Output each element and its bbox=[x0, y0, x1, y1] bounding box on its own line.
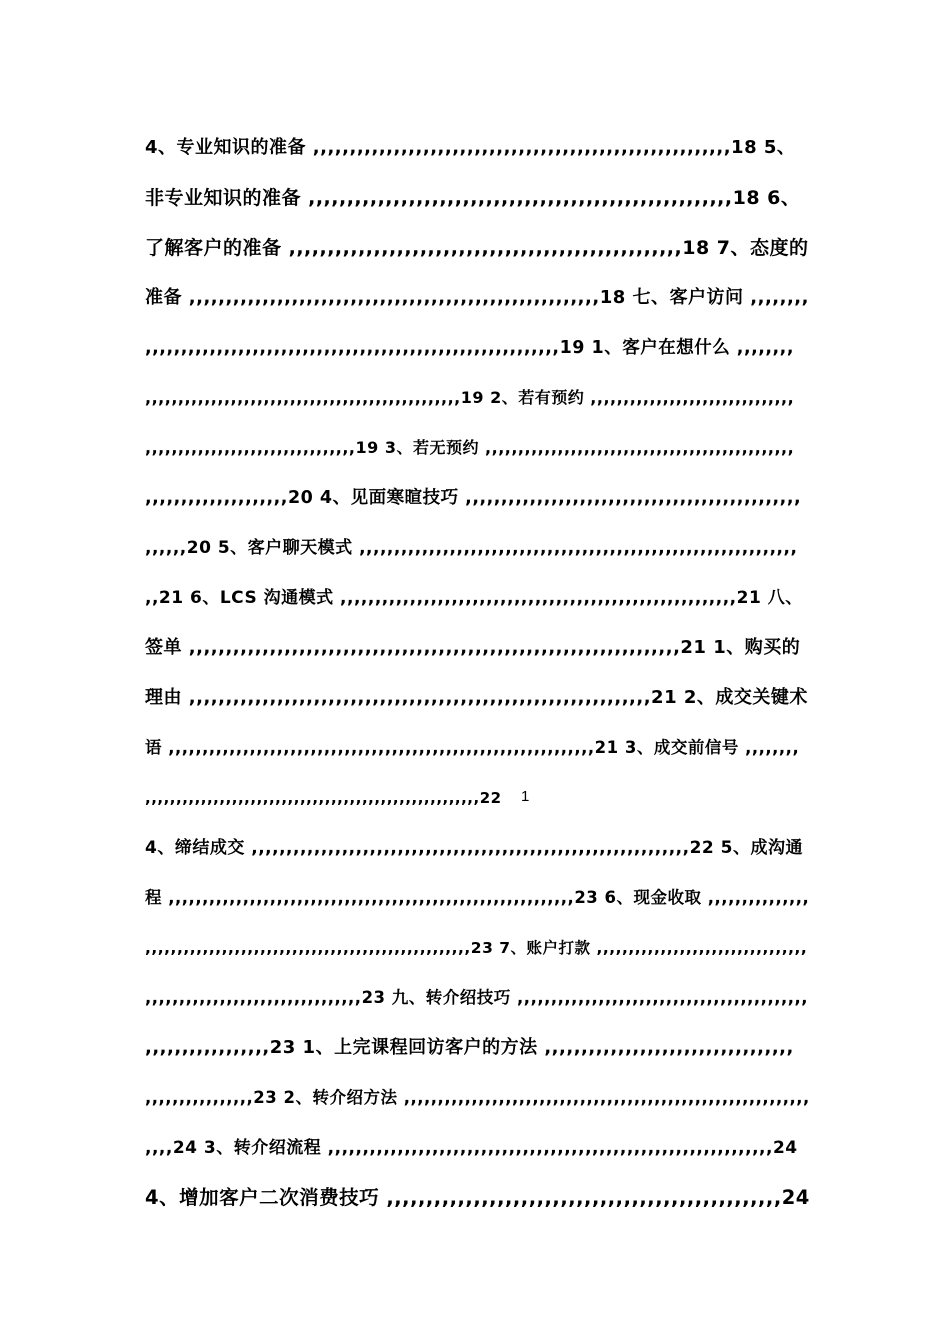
toc-line: ,,,,,,,,,,,,,,,,,,,,,,,,,,,,,,,,,,,,,,,,,,,,,,,,19 2、若有预约 ,,,,,,,,,,,,,,,,,,,,,,,,,,,,,,, bbox=[145, 388, 795, 407]
toc-line: ,,,,,,20 5、客户聊天模式 ,,,,,,,,,,,,,,,,,,,,,,,,,,,,,,,,,,,,,,,,,,,,,,,,,,,,,,,,,,,,,,, bbox=[145, 538, 798, 558]
toc-line: ,,,,,,,,,,,,,,,,,,,,20 4、见面寒暄技巧 ,,,,,,,,,,,,,,,,,,,,,,,,,,,,,,,,,,,,,,,,,,,,,,, bbox=[145, 488, 802, 508]
toc-line: 了解客户的准备 ,,,,,,,,,,,,,,,,,,,,,,,,,,,,,,,,,,,,,,,,,,,,,,,,,,,18 7、态度的 bbox=[145, 237, 809, 259]
toc-line: ,,,,24 3、转介绍流程 ,,,,,,,,,,,,,,,,,,,,,,,,,,,,,,,,,,,,,,,,,,,,,,,,,,,,,,,,,,,,,,,,24 bbox=[145, 1138, 798, 1158]
toc-line: 程 ,,,,,,,,,,,,,,,,,,,,,,,,,,,,,,,,,,,,,,,,,,,,,,,,,,,,,,,,,,,,23 6、现金收取 ,,,,,,,,,,,,,,, bbox=[145, 888, 810, 907]
toc-line: 理由 ,,,,,,,,,,,,,,,,,,,,,,,,,,,,,,,,,,,,,,,,,,,,,,,,,,,,,,,,,,,,,,,21 2、成交关键术 bbox=[145, 687, 808, 708]
toc-line: ,,21 6、LCS 沟通模式 ,,,,,,,,,,,,,,,,,,,,,,,,,,,,,,,,,,,,,,,,,,,,,,,,,,,,,,,,,21 八、 bbox=[145, 588, 803, 608]
toc-line: ,,,,,,,,,,,,,,,,,23 1、上完课程回访客户的方法 ,,,,,,,,,,,,,,,,,,,,,,,,,,,,,,,,,, bbox=[145, 1037, 794, 1058]
toc-line: 4、缔结成交 ,,,,,,,,,,,,,,,,,,,,,,,,,,,,,,,,,,,,,,,,,,,,,,,,,,,,,,,,,,,,,,,22 5、成沟通 bbox=[145, 838, 804, 858]
toc-line: ,,,,,,,,,,,,,,,,,,,,,,,,,,,,,,,,,,,,,,,,,,,,,,,,,,,23 7、账户打款 ,,,,,,,,,,,,,,,,,,,,,,,,,,,,,,,,, bbox=[145, 939, 808, 957]
toc-line: ,,,,,,,,,,,,,,,,,,,,,,,,,,,,,,,,,,,,,,,,,,,,,,,,,,,,,,,,,,19 1、客户在想什么 ,,,,,,,, bbox=[145, 338, 794, 358]
toc-line: ,,,,,,,,,,,,,,,,,,,,,,,,,,,,,,,,,,,,,,,,,,,,,,,,,,,,,,22 bbox=[145, 789, 502, 807]
toc-line: 签单 ,,,,,,,,,,,,,,,,,,,,,,,,,,,,,,,,,,,,,,,,,,,,,,,,,,,,,,,,,,,,,,,,,,,21 1、购买的 bbox=[145, 637, 801, 658]
toc-line: ,,,,,,,,,,,,,,,,,,,,,,,,,,,,,,,,23 九、转介绍技巧 ,,,,,,,,,,,,,,,,,,,,,,,,,,,,,,,,,,,,,,,,,,, bbox=[145, 988, 809, 1007]
toc-line: ,,,,,,,,,,,,,,,,23 2、转介绍方法 ,,,,,,,,,,,,,,,,,,,,,,,,,,,,,,,,,,,,,,,,,,,,,,,,,,,,,,,,,,,, bbox=[145, 1088, 810, 1107]
toc-line: 准备 ,,,,,,,,,,,,,,,,,,,,,,,,,,,,,,,,,,,,,,,,,,,,,,,,,,,,,,,,18 七、客户访问 ,,,,,,,, bbox=[145, 287, 809, 308]
toc-line: 4、增加客户二次消费技巧 ,,,,,,,,,,,,,,,,,,,,,,,,,,,,,,,,,,,,,,,,,,,,,,,,,,24 bbox=[145, 1186, 810, 1209]
toc-line: 4、专业知识的准备 ,,,,,,,,,,,,,,,,,,,,,,,,,,,,,,,,,,,,,,,,,,,,,,,,,,,,,,,,,18 5、 bbox=[145, 137, 796, 158]
toc-line: ,,,,,,,,,,,,,,,,,,,,,,,,,,,,,,,,19 3、若无预约 ,,,,,,,,,,,,,,,,,,,,,,,,,,,,,,,,,,,,,,,,,,,,,,, bbox=[145, 438, 795, 457]
page-number: 1 bbox=[521, 788, 530, 805]
toc-line: 非专业知识的准备 ,,,,,,,,,,,,,,,,,,,,,,,,,,,,,,,,,,,,,,,,,,,,,,,,,,,,,,,18 6、 bbox=[145, 187, 801, 209]
toc-line: 语 ,,,,,,,,,,,,,,,,,,,,,,,,,,,,,,,,,,,,,,,,,,,,,,,,,,,,,,,,,,,,,,,21 3、成交前信号 ,,,,,,,, bbox=[145, 738, 800, 757]
